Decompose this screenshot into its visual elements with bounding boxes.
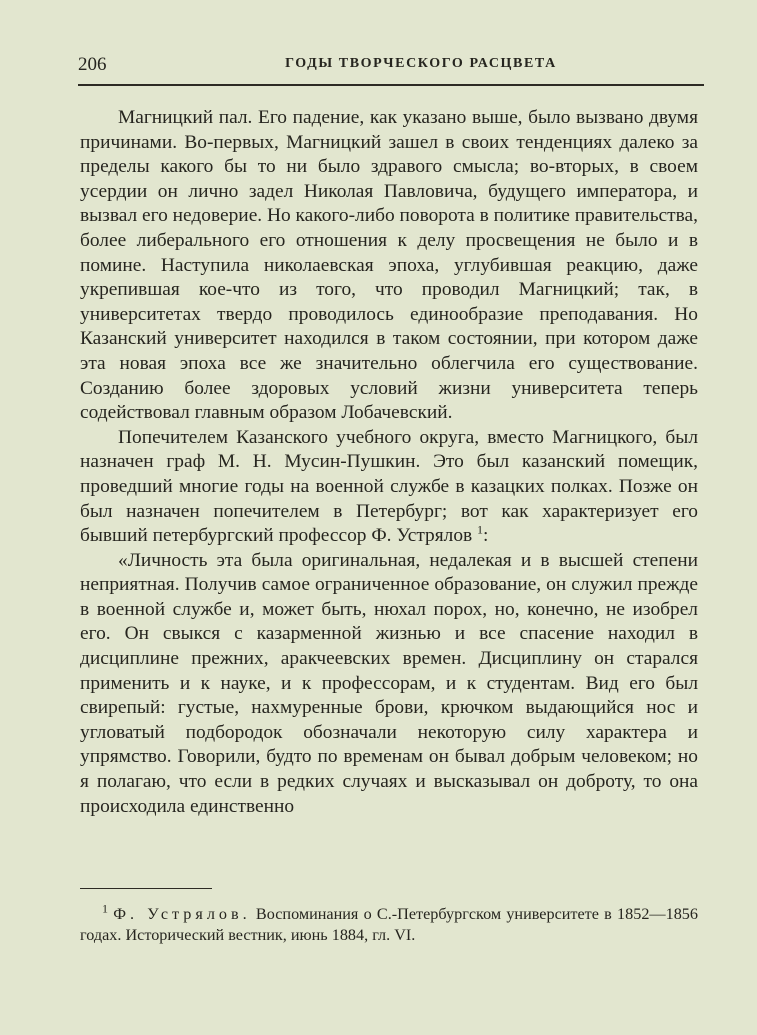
footnote	[80, 901, 698, 946]
paragraph-1: Магницкий пал. Его падение, как указано выше, было вызвано двумя причинами. Во-первых, Магницкий зашел в своих тенденциях далеко за пределы какого бы то ни было здравого смысла; во-вторых, в своем усердии он лично задел Николая Павловича, будущего императора, и вызвал его недоверие. Но какого-либо поворота в политике правительства, более либерального его отношения к делу просвещения не было и в помине. Наступила николаевская эпоха, углубившая реакцию, даже укрепившая кое-что из того, что проводил Магницкий; так, в университетах твердо проводилось единообразие преподавания. Но Казанский университет находился в таком состоянии, при котором даже эта новая эпоха все же значительно облегчила его существование. Созданию более здоровых условий жизни университета теперь содействовал главным образом Лобачевский.	[80, 107, 698, 424]
footnote-rule	[80, 888, 212, 889]
main-text	[80, 106, 698, 819]
footnote-reference[interactable]: 1	[477, 522, 484, 537]
footnote-text: Воспоминания о С.-Петербургском университете в 1852—1856 годах. Исторический вестник, июнь 1884, гл. VI.	[80, 905, 698, 944]
footnote-marker: 1	[102, 901, 108, 916]
header-rule	[78, 84, 704, 86]
paragraph-2	[80, 426, 698, 549]
paragraph-3-quote: «Личность эта была оригинальная, недалекая и в высшей степени неприятная. Получив самое ограниченное образование, он служил прежде в военной службе и, может быть, нюхал порох, но, конечно, не изобрел его. Он свыкся с казарменной жизнью и все спасение находил в дисциплине прежних, аракчеевских времен. Дисциплину он старался применить и к науке, и к профессорам, и к студентам. Вид его был свирепый: густые, нахмуренные брови, крючком выдающийся нос и угловатый подбородок обозначали некоторую силу характера и упрямство. Говорили, будто по временам он бывал добрым человеком; но я полагаю, что если в редких случаях и высказывал он доброту, то она происходила единственно	[80, 549, 698, 817]
running-title: ГОДЫ ТВОРЧЕСКОГО РАСЦВЕТА	[285, 56, 557, 71]
page-number: 206	[78, 54, 107, 75]
paragraph-2-text: Попечителем Казанского учебного округа, вместо Магницкого, был назначен граф М. Н. Мусин-Пушкин. Это был казанский помещик, проведший многие годы на военной службе в казацких полках. Позже он был назначен попечителем в Петербург; вот как характеризует его бывший петербургский профессор Ф. Устрялов	[80, 426, 698, 547]
page-header	[78, 52, 704, 78]
paragraph-2-tail: :	[483, 525, 489, 547]
footnote-author: Ф. Устрялов.	[113, 905, 251, 923]
